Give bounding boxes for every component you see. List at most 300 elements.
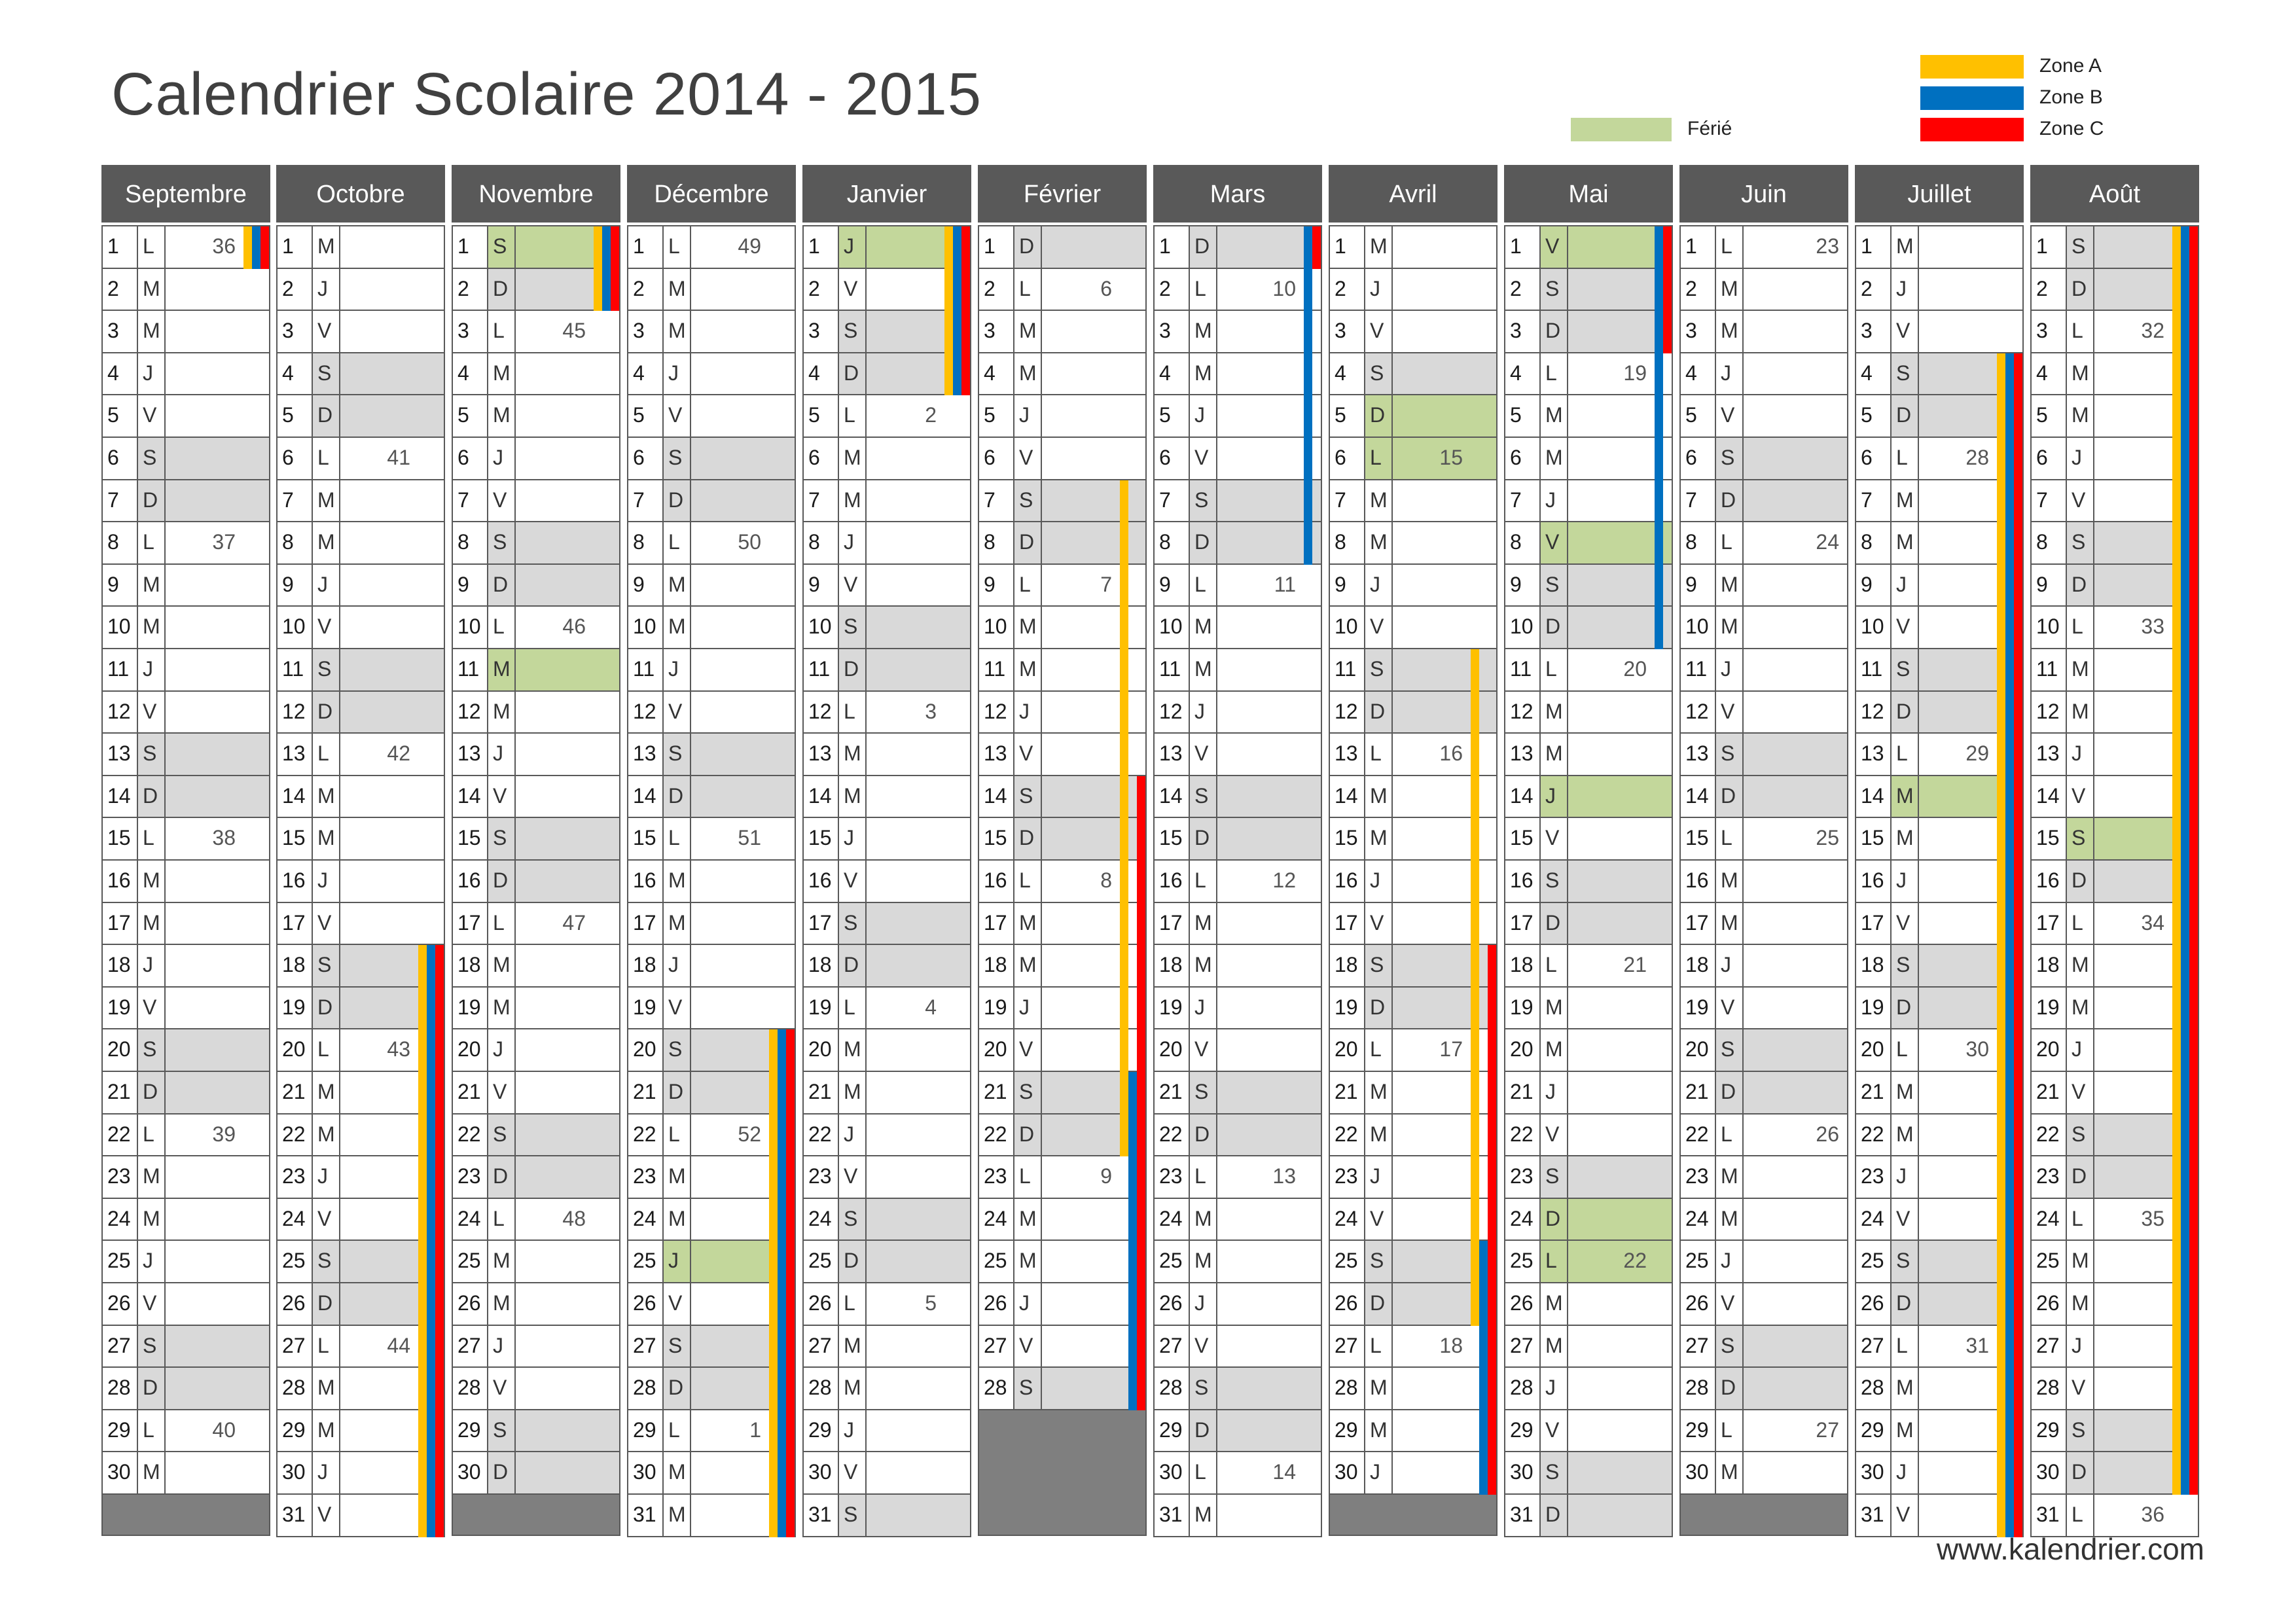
day-row[interactable] [101,1366,270,1410]
day-row[interactable] [1153,310,1322,353]
day-letter: D [1892,692,1919,733]
day-row[interactable] [1153,1451,1322,1495]
day-letter: M [1716,1452,1744,1493]
day-row[interactable] [802,1282,971,1326]
day-row[interactable] [802,648,971,692]
day-row[interactable] [802,902,971,946]
day-row[interactable] [627,732,796,776]
day-row[interactable] [1153,690,1322,734]
day-row[interactable] [101,690,270,734]
day-row[interactable] [1153,605,1322,649]
day-row[interactable] [1679,437,1848,480]
day-row[interactable] [1153,859,1322,903]
day-row[interactable] [1153,775,1322,819]
day-row[interactable] [802,1366,971,1410]
day-row[interactable] [1153,268,1322,312]
day-row[interactable] [627,521,796,565]
day-row[interactable] [1504,479,1673,523]
day-row[interactable] [101,1409,270,1453]
day-row[interactable] [1679,902,1848,946]
day-row[interactable] [627,310,796,353]
day-row[interactable] [1153,1071,1322,1115]
day-row[interactable] [1679,775,1848,819]
day-letter: M [1716,1199,1744,1240]
day-row[interactable] [1504,1366,1673,1410]
day-row[interactable] [627,479,796,523]
day-row[interactable] [101,1155,270,1199]
day-row[interactable] [1153,1028,1322,1072]
day-row[interactable] [1504,1198,1673,1241]
website-link[interactable]: www.kalendrier.com [1936,1532,2204,1566]
week-number: 42 [387,741,410,766]
day-row[interactable] [1329,1409,1498,1453]
day-row[interactable] [627,352,796,396]
day-row[interactable] [1504,310,1673,353]
day-number: 3 [628,311,664,352]
week-number: 25 [1816,826,1839,850]
day-row[interactable] [627,605,796,649]
zone-b-holiday-bar [1479,1241,1488,1495]
day-row[interactable] [627,437,796,480]
day-row[interactable] [802,732,971,776]
day-row[interactable] [452,944,620,988]
day-row[interactable] [978,1240,1147,1283]
day-row[interactable] [101,1325,270,1368]
day-row[interactable] [1153,1155,1322,1199]
day-row[interactable] [1504,1071,1673,1115]
day-letter: S [1365,1241,1393,1282]
day-row[interactable] [1329,1366,1498,1410]
day-row[interactable] [1153,1366,1322,1410]
day-row[interactable] [1679,352,1848,396]
day-row[interactable] [101,902,270,946]
day-row[interactable] [1855,310,2024,353]
day-row[interactable] [978,1198,1147,1241]
day-letter: S [839,903,867,944]
day-row[interactable] [627,563,796,607]
day-row[interactable] [1679,1071,1848,1115]
day-row[interactable] [1504,1451,1673,1495]
day-row[interactable] [452,1198,620,1241]
day-row[interactable] [1504,394,1673,438]
day-row[interactable] [452,1028,620,1072]
day-row[interactable] [1679,1409,1848,1453]
day-row[interactable] [101,310,270,353]
day-row[interactable] [452,521,620,565]
day-row[interactable] [1679,1366,1848,1410]
day-row[interactable] [1679,225,1848,269]
day-row[interactable] [1504,437,1673,480]
day-row[interactable] [1679,1451,1848,1495]
day-row[interactable] [1679,1198,1848,1241]
day-row[interactable] [1329,394,1498,438]
day-row[interactable] [1329,268,1498,312]
day-row[interactable] [1504,648,1673,692]
day-row[interactable] [1504,1155,1673,1199]
day-row[interactable] [1329,437,1498,480]
day-number: 2 [1681,269,1716,310]
day-row[interactable] [1504,986,1673,1030]
day-row[interactable] [452,648,620,692]
day-row[interactable] [1504,1493,1673,1537]
day-number: 2 [453,269,488,310]
zone-c-holiday-bar [611,226,619,311]
day-row[interactable] [1153,1409,1322,1453]
day-row[interactable] [1153,817,1322,861]
day-row[interactable] [627,394,796,438]
day-row[interactable] [1153,479,1322,523]
day-row[interactable] [452,605,620,649]
day-row[interactable] [1329,521,1498,565]
day-row[interactable] [978,1325,1147,1368]
day-row[interactable] [1679,986,1848,1030]
day-number: 10 [979,607,1014,648]
zone-b-holiday-bar [1655,226,1663,649]
day-row[interactable] [1504,268,1673,312]
day-row[interactable] [1153,521,1322,565]
day-row[interactable] [802,944,971,988]
day-row[interactable] [627,944,796,988]
day-row[interactable] [276,775,445,819]
day-row[interactable] [978,268,1147,312]
day-number: 23 [1330,1156,1365,1198]
day-number: 2 [1856,269,1892,310]
day-row[interactable] [1504,1325,1673,1368]
day-row[interactable] [802,690,971,734]
day-row[interactable] [101,1451,270,1495]
day-row[interactable] [101,732,270,776]
day-row[interactable] [1153,1113,1322,1157]
day-row[interactable] [1679,1282,1848,1326]
day-row[interactable] [1329,225,1498,269]
day-number: 31 [628,1495,664,1536]
day-row[interactable] [452,437,620,480]
day-number: 30 [453,1452,488,1493]
day-row[interactable] [101,1028,270,1072]
day-row[interactable] [1679,394,1848,438]
day-row[interactable] [1153,225,1322,269]
day-row[interactable] [802,479,971,523]
day-row[interactable] [1679,732,1848,776]
day-row[interactable] [452,479,620,523]
day-row[interactable] [1679,521,1848,565]
day-letter: J [488,1326,516,1367]
legend-ferie-label: Férié [1687,118,1732,139]
day-number: 5 [628,395,664,437]
day-row[interactable] [276,563,445,607]
day-row[interactable] [1153,394,1322,438]
day-letter: L [1541,649,1568,690]
day-row[interactable] [1679,1113,1848,1157]
day-row[interactable] [1329,1325,1498,1368]
day-row[interactable] [1153,1282,1322,1326]
weekend-fill [1393,692,1496,733]
day-row[interactable] [452,394,620,438]
day-row[interactable] [452,775,620,819]
day-letter: L [1716,226,1744,268]
day-letter: V [1541,1115,1568,1156]
day-number: 3 [103,311,138,352]
day-row[interactable] [101,944,270,988]
day-row[interactable] [452,1113,620,1157]
day-number: 20 [979,1029,1014,1071]
day-row[interactable] [452,1282,620,1326]
day-row[interactable] [276,268,445,312]
day-row[interactable] [452,1451,620,1495]
day-row[interactable] [1153,563,1322,607]
day-row[interactable] [1504,1113,1673,1157]
day-number: 23 [979,1156,1014,1198]
day-row[interactable] [1504,521,1673,565]
day-row[interactable] [1679,268,1848,312]
day-row[interactable] [1679,1240,1848,1283]
day-row[interactable] [1504,225,1673,269]
day-row[interactable] [452,1071,620,1115]
day-row[interactable] [452,352,620,396]
day-row[interactable] [627,859,796,903]
day-number: 18 [1681,945,1716,986]
day-row[interactable] [802,1113,971,1157]
day-row[interactable] [101,1282,270,1326]
day-row[interactable] [452,732,620,776]
day-row[interactable] [276,437,445,480]
day-letter: M [1190,1199,1217,1240]
day-row[interactable] [1504,1282,1673,1326]
day-row[interactable] [1329,563,1498,607]
day-row[interactable] [452,1409,620,1453]
day-row[interactable] [1679,944,1848,988]
day-number: 15 [278,818,313,859]
day-row[interactable] [276,732,445,776]
day-row[interactable] [101,1071,270,1115]
day-row[interactable] [276,394,445,438]
day-row[interactable] [978,352,1147,396]
day-row[interactable] [802,859,971,903]
day-row[interactable] [1153,902,1322,946]
day-row[interactable] [276,817,445,861]
day-row[interactable] [1153,437,1322,480]
day-row[interactable] [802,394,971,438]
day-row[interactable] [1679,1155,1848,1199]
day-row[interactable] [627,902,796,946]
day-row[interactable] [802,986,971,1030]
day-number: 16 [1155,861,1190,902]
day-row[interactable] [802,1325,971,1368]
day-number: 11 [2032,649,2067,690]
day-row[interactable] [276,352,445,396]
day-row[interactable] [802,775,971,819]
day-row[interactable] [802,563,971,607]
day-number: 27 [103,1326,138,1367]
day-row[interactable] [1679,817,1848,861]
day-row[interactable] [276,605,445,649]
day-row[interactable] [1504,1409,1673,1453]
weekend-fill [166,776,269,817]
day-row[interactable] [802,437,971,480]
day-row[interactable] [101,1198,270,1241]
day-row[interactable] [627,986,796,1030]
day-row[interactable] [101,394,270,438]
day-row[interactable] [101,563,270,607]
day-row[interactable] [452,690,620,734]
day-number: 31 [1155,1495,1190,1536]
day-row[interactable] [452,310,620,353]
day-row[interactable] [1679,310,1848,353]
day-row[interactable] [1679,479,1848,523]
weekend-fill [1744,1029,1847,1071]
day-row[interactable] [276,225,445,269]
day-row[interactable] [978,437,1147,480]
day-row[interactable] [276,690,445,734]
day-row[interactable] [1504,732,1673,776]
day-row[interactable] [1504,817,1673,861]
day-row[interactable] [1679,1325,1848,1368]
day-row[interactable] [101,859,270,903]
day-row[interactable] [452,563,620,607]
day-row[interactable] [978,310,1147,353]
day-row[interactable] [802,605,971,649]
day-row[interactable] [1329,605,1498,649]
day-row[interactable] [452,1240,620,1283]
day-row[interactable] [101,605,270,649]
day-row[interactable] [978,225,1147,269]
day-row[interactable] [627,648,796,692]
day-row[interactable] [1153,1240,1322,1283]
day-row[interactable] [276,648,445,692]
day-row[interactable] [101,775,270,819]
day-row[interactable] [101,648,270,692]
day-letter: D [1365,692,1393,733]
day-row[interactable] [1679,605,1848,649]
weekend-fill [1744,480,1847,522]
day-row[interactable] [101,479,270,523]
day-row[interactable] [452,859,620,903]
day-row[interactable] [101,352,270,396]
day-row[interactable] [101,268,270,312]
day-row[interactable] [802,1409,971,1453]
day-row[interactable] [1504,563,1673,607]
day-row[interactable] [1504,944,1673,988]
day-letter: D [138,1368,166,1409]
day-row[interactable] [627,268,796,312]
day-row[interactable] [1153,1325,1322,1368]
day-row[interactable] [452,1366,620,1410]
day-row[interactable] [452,1155,620,1199]
day-row[interactable] [1504,775,1673,819]
day-row[interactable] [1679,563,1848,607]
day-row[interactable] [1679,1028,1848,1072]
day-row[interactable] [1855,225,2024,269]
day-row[interactable] [101,1113,270,1157]
day-letter: L [1190,1452,1217,1493]
day-row[interactable] [978,1366,1147,1410]
weekend-fill [867,1241,970,1282]
day-number: 26 [278,1283,313,1325]
day-row[interactable] [1153,352,1322,396]
day-number: 21 [1681,1072,1716,1113]
day-row[interactable] [452,1325,620,1368]
day-row[interactable] [627,817,796,861]
day-row[interactable] [1153,986,1322,1030]
day-row[interactable] [802,1198,971,1241]
day-number: 12 [103,692,138,733]
day-row[interactable] [2030,1493,2199,1537]
day-row[interactable] [1329,1451,1498,1495]
day-row[interactable] [1504,859,1673,903]
day-row[interactable] [452,986,620,1030]
day-row[interactable] [276,310,445,353]
day-row[interactable] [276,521,445,565]
day-row[interactable] [101,1240,270,1283]
day-row[interactable] [1679,648,1848,692]
day-letter: S [1716,734,1744,775]
day-row[interactable] [627,775,796,819]
day-row[interactable] [276,479,445,523]
day-row[interactable] [1504,690,1673,734]
day-row[interactable] [978,1282,1147,1326]
day-row[interactable] [802,1240,971,1283]
day-row[interactable] [1153,648,1322,692]
day-row[interactable] [1153,1493,1322,1537]
day-row[interactable] [802,817,971,861]
day-letter: M [1014,1199,1042,1240]
day-row[interactable] [1504,902,1673,946]
day-row[interactable] [452,817,620,861]
day-row[interactable] [1679,690,1848,734]
week-number: 8 [1100,868,1112,892]
day-row[interactable] [627,225,796,269]
day-row[interactable] [978,394,1147,438]
day-row[interactable] [1504,1028,1673,1072]
day-row[interactable] [1855,268,2024,312]
day-row[interactable] [1329,310,1498,353]
day-number: 22 [453,1115,488,1156]
day-row[interactable] [1504,352,1673,396]
day-number: 12 [1505,692,1541,733]
day-letter: M [1014,311,1042,352]
day-row[interactable] [1329,352,1498,396]
day-row[interactable] [452,902,620,946]
day-row[interactable] [802,1071,971,1115]
day-row[interactable] [802,521,971,565]
day-number: 7 [628,480,664,522]
day-row[interactable] [1679,859,1848,903]
day-row[interactable] [802,1155,971,1199]
day-letter: J [313,565,340,606]
day-row[interactable] [1153,944,1322,988]
day-row[interactable] [276,902,445,946]
day-row[interactable] [978,1155,1147,1199]
weekend-fill [1568,1495,1672,1536]
day-row[interactable] [802,1028,971,1072]
day-number: 15 [1155,818,1190,859]
day-row[interactable] [101,437,270,480]
day-row[interactable] [1504,605,1673,649]
day-row[interactable] [101,521,270,565]
day-row[interactable] [1504,1240,1673,1283]
day-row[interactable] [802,1493,971,1537]
day-row[interactable] [276,859,445,903]
day-row[interactable] [1153,732,1322,776]
day-row[interactable] [101,817,270,861]
day-row[interactable] [101,986,270,1030]
day-letter: D [664,1072,691,1113]
day-row[interactable] [627,690,796,734]
day-row[interactable] [1329,479,1498,523]
day-row[interactable] [802,1451,971,1495]
day-row[interactable] [1153,1198,1322,1241]
day-letter: J [1190,988,1217,1029]
